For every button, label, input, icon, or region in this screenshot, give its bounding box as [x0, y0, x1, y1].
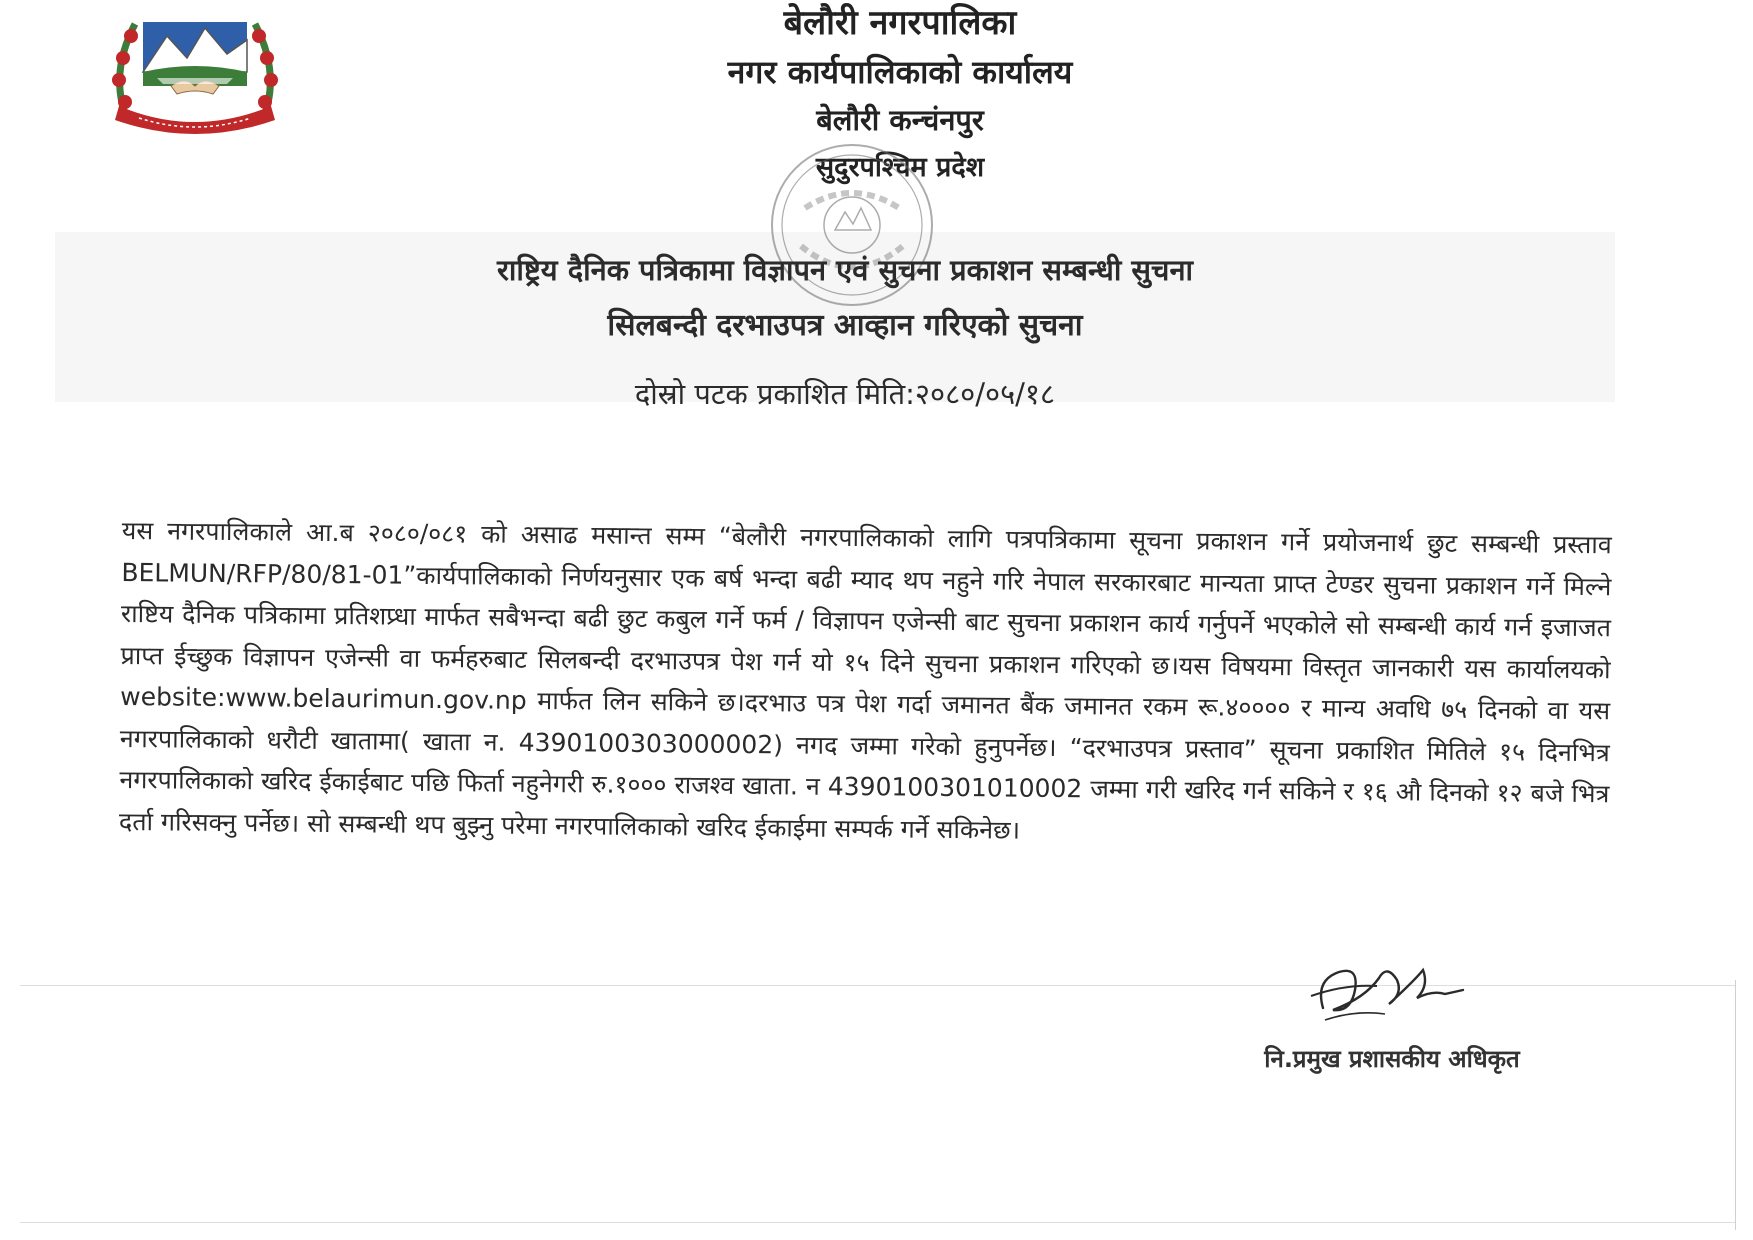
notice-body: यस नगरपालिकाले आ.ब २०८०/०८१ को असाढ मसान्त सम्म “बेलौरी नगरपालिकाको लागि पत्रपत्रिकामा सूचना प्रकाशन गर्ने प्रयोजनार्थ छुट सम्बन्धी प्रस्ताव BELMUN/RFP/80/81-01”कार्यपालिकाको निर्णयनुसार एक बर्ष भन्दा बढी म्याद थप नहुने गरि नेपाल सरकारबाट मान्यता प्राप्त टेण्डर सुचना प्रकाशन गर्ने मिल्ने राष्टिय दैनिक पत्रिकामा प्रतिशप्र्धा मार्फत सबैभन्दा बढी छुट कबुल गर्ने फर्म / विज्ञापन एजेन्सी बाट सुचना प्रकाशन कार्य गर्नुपर्ने भएकोले सो सम्बन्धी कार्य गर्न इजाजत प्राप्त ईच्छुक विज्ञापन एजेन्सी वा फर्महरुबाट सिलबन्दी दरभाउपत्र पेश गर्न यो १५ दिने सुचना प्रकाशन गरिएको छ।यस विषयमा विस्तृत जानकारी यस कार्यालयको website:www.belaurimun.gov.np मार्फत लिन सकिने छ।दरभाउ पत्र पेश गर्दा जमानत बैंक जमानत रकम रू.४०००० र मान्य अवधि ७५ दिनको वा यस नगरपालिकाको धरौटी खातामा( खाता न. 4390100303000002) नगद जम्मा गरेको हुनुपर्नेछ। “दरभाउपत्र प्रस्ताव” सूचना प्रकाशित मितिले १५ दिनभित्र नगरपालिकाको खरिद ईकाईबाट पछि फिर्ता नहुनेगरी रु.१००० राजश्व खाता. न 4390100301010002 जम्मा गरी खरिद गर्न सकिने र १६ औ दिनको १२ बजे भित्र दर्ता गरिसक्नु पर्नेछ। सो सम्बन्धी थप बुझ्नु परेमा नगरपालिकाको खरिद ईकाईमा सम्पर्क गर्ने सकिनेछ। [118, 515, 1612, 845]
notice-subtitle: सिलबन्दी दरभाउपत्र आव्हान गरिएको सुचना [607, 308, 1083, 343]
scan-divider [20, 1222, 1735, 1223]
scan-edge [1735, 980, 1736, 1230]
signatory-title: नि.प्रमुख प्रशासकीय अधिकृत [1264, 1045, 1520, 1073]
handwritten-signature [1305, 950, 1475, 1028]
notice-titles [330, 250, 1360, 413]
scan-divider [20, 985, 1735, 986]
office-location: बेलौरी कन्चंनपुर [816, 103, 984, 137]
office-name: नगर कार्यपालिकाको कार्यालय [727, 53, 1073, 91]
municipality-name: बेलौरी नगरपालिका [783, 3, 1017, 43]
notice-title: राष्ट्रिय दैनिक पत्रिकामा विज्ञापन एवं सुचना प्रकाशन सम्बन्धी सुचना [496, 253, 1194, 287]
nepal-emblem-icon [105, 14, 285, 134]
publication-date: दोस्रो पटक प्रकाशित मिति:२०८०/०५/१८ [634, 377, 1056, 411]
province-name: सुदुरपश्चिम प्रदेश [815, 152, 985, 183]
